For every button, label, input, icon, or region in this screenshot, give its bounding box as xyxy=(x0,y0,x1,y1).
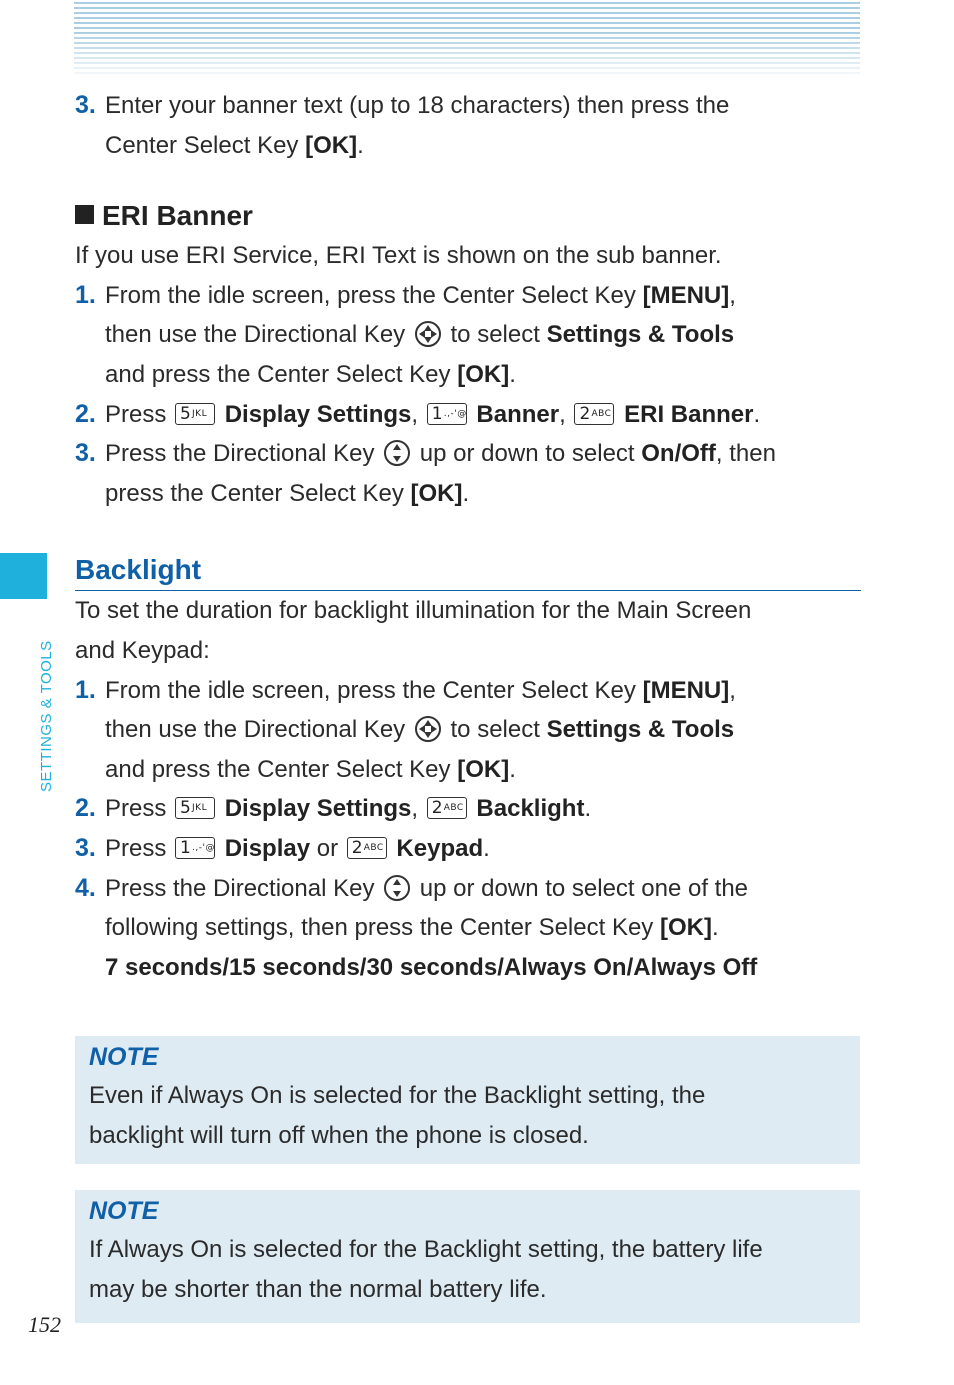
step-text: Press the Directional Key xyxy=(105,874,382,902)
eri-step-1-line3 xyxy=(75,355,861,395)
key-digit: 2 xyxy=(431,798,443,819)
key-digit: 5 xyxy=(180,798,191,819)
ok-key-label: [OK] xyxy=(457,360,510,388)
step-text: Press xyxy=(105,795,174,823)
step-number: 3. xyxy=(75,91,96,119)
banner-label: Banner xyxy=(476,400,560,428)
punct: . xyxy=(509,755,516,783)
backlight-step-4-line2 xyxy=(75,908,861,948)
side-tab-marker xyxy=(0,553,47,599)
ok-key-label: [OK] xyxy=(410,479,463,507)
keypad-label: Keypad xyxy=(396,834,484,862)
directional-key-updown-icon xyxy=(384,440,410,466)
step-text: then use the Directional Key xyxy=(105,716,412,744)
side-section-label: SETTINGS & TOOLS xyxy=(38,640,55,792)
page-number: 152 xyxy=(28,1312,61,1337)
key-5-icon xyxy=(175,403,215,425)
display-label: Display xyxy=(224,834,311,862)
settings-tools-label: Settings & Tools xyxy=(546,321,735,349)
note-text-line1: If Always On is selected for the Backlight setting, the battery life xyxy=(89,1236,763,1263)
step-text: up or down to select one of the xyxy=(413,874,749,902)
backlight-intro-line1: To set the duration for backlight illumination for the Main Screen xyxy=(75,597,752,625)
key-digit: 1 xyxy=(180,837,191,858)
step-number: 4. xyxy=(75,873,96,902)
step-number: 2. xyxy=(75,794,96,823)
menu-key-label: [MENU] xyxy=(642,676,730,704)
step-text: Press xyxy=(105,834,174,862)
settings-tools-label: Settings & Tools xyxy=(546,716,735,744)
punct: . xyxy=(584,795,592,823)
key-digit: 2 xyxy=(351,837,363,858)
eri-intro: If you use ERI Service, ERI Text is shown on the sub banner. xyxy=(75,242,722,270)
square-bullet-icon xyxy=(75,205,94,224)
backlight-options-list: 7 seconds/15 seconds/30 seconds/Always On/Always Off xyxy=(105,953,758,981)
backlight-step-1-line3 xyxy=(75,750,861,790)
key-letters: JKL xyxy=(192,408,208,419)
step-text: Center Select Key xyxy=(105,131,306,159)
eri-step-2 xyxy=(75,395,861,435)
note-text-line2: may be shorter than the normal battery life. xyxy=(89,1275,547,1303)
heading-text: ERI Banner xyxy=(102,200,253,232)
note-text-line2: backlight will turn off when the phone is closed. xyxy=(89,1121,589,1149)
page-content xyxy=(75,86,861,987)
backlight-step-3 xyxy=(75,829,861,869)
punct: . xyxy=(462,479,470,507)
step-number: 2. xyxy=(75,399,96,428)
step-text: and press the Center Select Key xyxy=(105,360,458,388)
eri-banner-label: ERI Banner xyxy=(624,400,754,428)
key-digit: 2 xyxy=(579,403,591,424)
backlight-intro-line2: and Keypad: xyxy=(75,636,210,664)
key-digit: 5 xyxy=(180,403,191,424)
step-text: Enter your banner text (up to 18 characters) then press the xyxy=(105,92,730,119)
step-number: 1. xyxy=(75,280,96,309)
step-text: and press the Center Select Key xyxy=(105,755,458,783)
directional-key-4way-icon xyxy=(415,321,441,347)
step-text: following settings, then press the Center Select Key xyxy=(105,914,660,942)
backlight-step-4-line1 xyxy=(75,869,861,909)
ok-key-label: [OK] xyxy=(457,755,510,783)
key-letters: ABC xyxy=(591,408,612,419)
backlight-heading: Backlight xyxy=(75,550,861,591)
punct: . xyxy=(753,400,761,428)
display-settings-label: Display Settings xyxy=(224,795,412,823)
step-text: , then xyxy=(715,440,776,468)
ok-key-label: [OK] xyxy=(305,131,358,159)
key-2-icon xyxy=(347,837,387,859)
note-box-2 xyxy=(75,1190,860,1323)
eri-step-3-line1 xyxy=(75,434,861,474)
punct: . xyxy=(357,131,364,159)
step-text: to select xyxy=(443,716,547,744)
note-box-1 xyxy=(75,1036,860,1164)
step-text: Press the Directional Key xyxy=(105,440,382,468)
punct: , xyxy=(411,795,425,823)
key-1-icon xyxy=(175,837,215,859)
note-title: NOTE xyxy=(89,1197,159,1225)
key-letters: ABC xyxy=(363,842,384,853)
punct: , xyxy=(729,281,736,309)
directional-key-4way-icon xyxy=(415,716,441,742)
punct: , xyxy=(559,400,573,428)
step-text: From the idle screen, press the Center Select Key xyxy=(105,676,643,704)
step-number: 1. xyxy=(75,675,96,704)
eri-banner-heading xyxy=(75,196,861,236)
backlight-label: Backlight xyxy=(476,795,585,823)
backlight-step-1-line1 xyxy=(75,671,861,711)
eri-step-1-line1 xyxy=(75,276,861,316)
on-off-label: On/Off xyxy=(641,440,716,468)
key-2-icon xyxy=(427,797,467,819)
step-text: then use the Directional Key xyxy=(105,321,412,349)
backlight-options xyxy=(75,948,861,988)
backlight-step-2 xyxy=(75,789,861,829)
key-5-icon xyxy=(175,797,215,819)
step-text: up or down to select xyxy=(413,440,642,468)
step-number: 3. xyxy=(75,439,96,468)
key-letters: .,-'@ xyxy=(192,842,215,853)
note-title: NOTE xyxy=(89,1043,159,1071)
step-text: press the Center Select Key xyxy=(105,479,411,507)
key-letters: .,-'@ xyxy=(443,408,467,419)
key-letters: JKL xyxy=(192,803,208,814)
step-text: Press xyxy=(105,400,174,428)
step-number: 3. xyxy=(75,833,96,862)
menu-key-label: [MENU] xyxy=(642,281,730,309)
step-3-banner-line2 xyxy=(75,126,861,166)
display-settings-label: Display Settings xyxy=(224,400,412,428)
header-stripes xyxy=(74,2,860,74)
punct: . xyxy=(509,360,516,388)
ok-key-label: [OK] xyxy=(659,914,712,942)
note-text-line1: Even if Always On is selected for the Backlight setting, the xyxy=(89,1082,706,1109)
key-letters: ABC xyxy=(443,803,464,814)
step-3-banner-line1 xyxy=(75,86,861,126)
step-text: From the idle screen, press the Center Select Key xyxy=(105,281,643,309)
step-text: or xyxy=(310,834,345,862)
key-1-icon xyxy=(427,403,467,425)
eri-step-3-line2 xyxy=(75,474,861,514)
key-digit: 1 xyxy=(431,403,443,424)
step-text: to select xyxy=(443,321,547,349)
backlight-step-1-line2 xyxy=(75,710,861,750)
punct: . xyxy=(711,914,719,942)
punct: , xyxy=(411,400,425,428)
key-2-icon xyxy=(574,403,614,425)
directional-key-updown-icon xyxy=(384,875,410,901)
punct: , xyxy=(729,676,736,704)
punct: . xyxy=(483,834,490,862)
eri-step-1-line2 xyxy=(75,315,861,355)
